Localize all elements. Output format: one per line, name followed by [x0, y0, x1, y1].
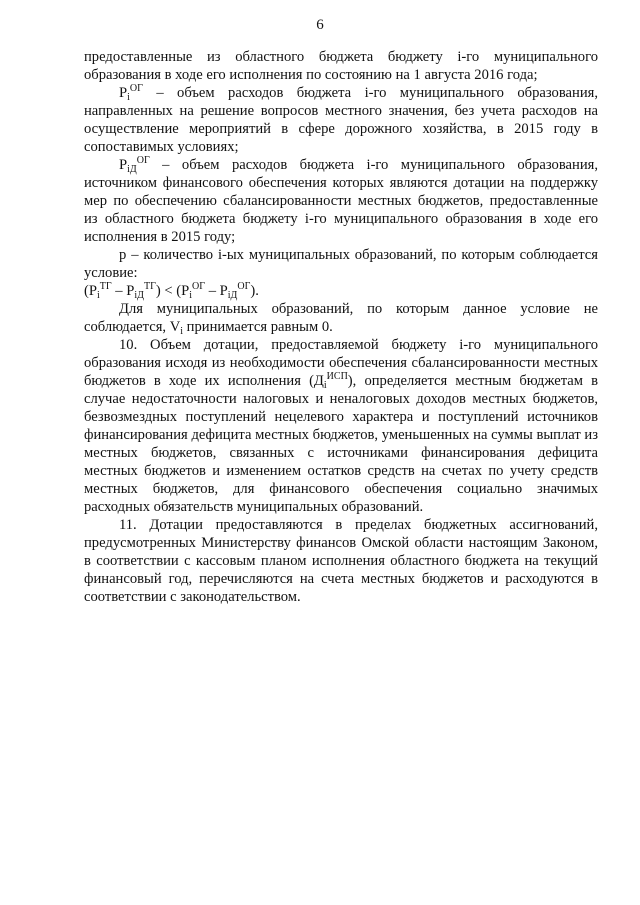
text-part: принимается равным 0. — [183, 319, 333, 335]
formula-part: – P — [111, 283, 135, 299]
paragraph-definition-p: р – количество i-ых муниципальных образований, по которым соблюдается условие: — [84, 247, 598, 281]
symbol-subscript: iД — [127, 164, 137, 175]
paragraph-continuation: предоставленные из областного бюджета бюджету i-го муниципального образования в ходе его исполнения по состоянию на 1 августа 2016 года; — [84, 49, 598, 83]
formula-part: ). — [250, 283, 259, 299]
text-part: 10. Объем дотации, предоставляемой бюджету i-го муниципального образования исходя из необходимости обеспечения сбалансированности местных бюджетов в ходе их исполнения (Д — [84, 337, 598, 389]
formula-part: ) < (P — [155, 283, 190, 299]
symbol-subscript: i — [127, 92, 130, 103]
symbol-subscript: i — [323, 380, 327, 391]
paragraph-item-11: 11. Дотации предоставляются в пределах бюджетных ассигнований, предусмотренных Министерству финансов Омской области настоящим Законом, в соответствии с кассовым планом исполнения областного бюджета на текущий финансовый год, перечисляются на счета местных бюджетов и расходуются в соответствии с законодательством. — [84, 517, 598, 605]
formula-subscript: i — [96, 290, 100, 301]
symbol-superscript: ОГ — [129, 83, 143, 94]
formula-subscript: iД — [134, 290, 144, 301]
definition-text: – объем расходов бюджета i-го муниципального образования, направленных на решение вопросов местного значения, без учета расходов на осуществление мероприятий в сфере дорожного хозяйства, в 2015 году в сопоставимых условиях; — [84, 85, 598, 155]
formula-part: – P — [205, 283, 228, 299]
document-body — [84, 48, 598, 606]
formula-superscript: ТГ — [99, 281, 112, 292]
symbol-superscript: ОГ — [136, 155, 150, 166]
symbol-subscript: i — [180, 326, 184, 337]
formula-subscript: i — [189, 290, 193, 301]
symbol-main: P — [119, 85, 128, 101]
formula-superscript: ОГ — [237, 281, 251, 292]
page-number: 6 — [316, 17, 324, 33]
formula-part: (P — [84, 283, 97, 299]
paragraph-condition-not-met — [84, 300, 598, 336]
symbol-superscript: ИСП — [326, 371, 348, 382]
definition-text: – объем расходов бюджета i-го муниципального образования, источником финансового обеспечения которых являются дотации на поддержку мер по обеспечению сбалансированности местных бюджетов, предоставленные из областного бюджета бюджету i-го муниципального образования в ходе его исполнения в 2015 году; — [84, 157, 598, 245]
condition-formula — [84, 282, 598, 300]
paragraph-definition-pi-og — [84, 84, 598, 156]
formula-superscript: ОГ — [192, 281, 206, 292]
text-part: Для муниципальных образований, по которым данное условие не соблюдается, V — [84, 301, 598, 335]
text-part: ), определяется местным бюджетам в случае недостаточности налоговых и неналоговых доходов местных бюджетов, безвозмездных поступлений нецелевого характера и поступлений источников финансирования дефицита местных бюджетов, уменьшенных на суммы выплат из местных бюджетов, связанных с источниками финансирования дефицита местных бюджетов и изменением остатков средств на счетах по учету средств местных бюджетов, для финансового обеспечения социально значимых расходных обязательств муниципальных образований. — [84, 373, 598, 515]
formula-subscript: iД — [227, 290, 238, 301]
paragraph-item-10 — [84, 336, 598, 516]
formula-superscript: ТГ — [143, 281, 156, 292]
symbol-main: P — [119, 157, 128, 173]
paragraph-definition-pid-og — [84, 156, 598, 246]
